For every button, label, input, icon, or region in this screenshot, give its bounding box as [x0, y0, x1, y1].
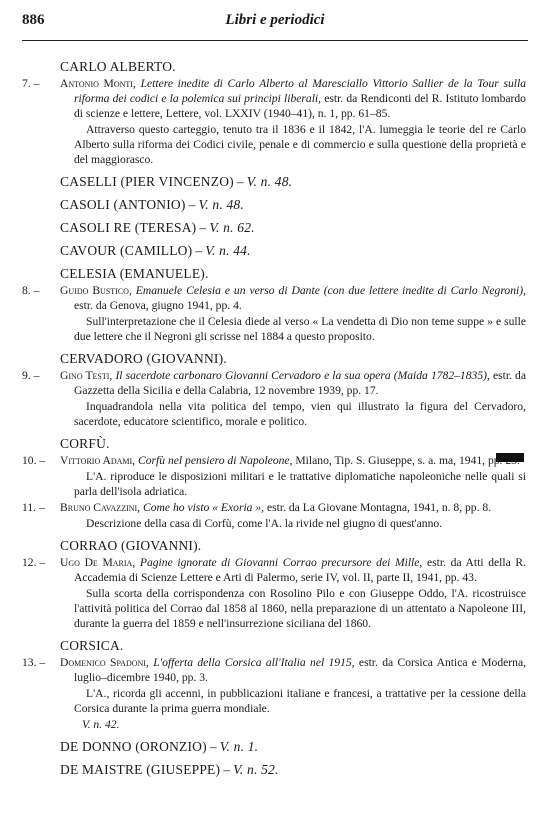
entry-author: Ugo De Maria, [60, 556, 136, 569]
section-heading [60, 265, 526, 282]
entry-publication: estr. da Corsica Antica e Moderna, luglio–dicembre 1940, pp. 3. [74, 656, 527, 684]
entry-number: 13. – [22, 656, 46, 669]
entry-cross-reference: V. n. 42. [82, 718, 120, 731]
heading-text: CASOLI RE (TERESA) [60, 220, 197, 235]
section-heading [60, 350, 526, 367]
citation-body [60, 283, 526, 313]
bibliography-list [22, 58, 526, 778]
entry-number: 7. – [22, 77, 40, 90]
entry-author: Guido Bustico, [60, 284, 132, 297]
citation-body [60, 655, 526, 685]
section-heading [60, 537, 526, 554]
entry-author: Domenico Spadoni, [60, 656, 149, 669]
entry-abstract: Inquadrandola nella vita politica del tempo, vien qui illustrato la figura del Cervadoro, sacerdote, educatore scientifico, morale e politico. [74, 400, 526, 428]
bibliography-entry [22, 368, 526, 398]
section-heading [60, 219, 526, 236]
citation-body [60, 555, 526, 585]
cross-reference: V. n. 44. [205, 243, 251, 258]
citation-body [60, 368, 526, 398]
entry-abstract: L'A. riproduce le disposizioni militari e le trattative diplomatiche napoleoniche nelle quali si parla dell'isola adriatica. [74, 470, 526, 498]
section-heading [60, 738, 526, 755]
bibliography-entry [22, 283, 526, 313]
running-title: Libri e periodici [225, 12, 325, 28]
entry-number: 11. – [22, 501, 45, 514]
entry-title: Lettere inedite di Carlo Alberto al Maresciallo Vittorio Sallier de la Tour sulla riforma dei codici e la polemica sui principi liberali, [74, 77, 526, 105]
heading-text: CERVADORO (GIOVANNI). [60, 351, 227, 366]
entry-title: Il sacerdote carbonaro Giovanni Cervadoro e la sua opera (Maida 1782–1835), [115, 369, 490, 382]
citation [60, 368, 526, 398]
citation-body [60, 453, 526, 468]
heading-text: CASELLI (PIER VINCENZO) [60, 174, 234, 189]
entry-publication: estr. da Gazzetta della Sicilia e della Calabria, 12 novembre 1939, pp. 17. [74, 369, 526, 397]
citation [60, 453, 526, 468]
heading-text: CASOLI (ANTONIO) [60, 197, 186, 212]
section-heading [60, 58, 526, 75]
citation [60, 555, 526, 585]
cross-reference: V. n. 48. [198, 197, 244, 212]
heading-dash: – [188, 197, 196, 212]
section-heading [60, 637, 526, 654]
entry-abstract: Attraverso questo carteggio, tenuto tra il 1836 e il 1842, l'A. lumeggia le teorie del re Carlo Alberto sulla riforma dei Codici civile, penale e di commercio e sulla questione della proprietà e del maggiorasco. [74, 123, 526, 166]
section-heading [60, 173, 526, 190]
section-heading [60, 761, 526, 778]
page-header [22, 6, 528, 36]
citation [60, 76, 526, 121]
bibliography-entry [22, 453, 526, 468]
entry-publication: Milano, Tip. S. Giuseppe, s. a. ma, 1941, pp. 23. [295, 454, 520, 467]
section-heading [60, 242, 526, 259]
cross-reference: V. n. 52. [233, 762, 279, 777]
heading-text: CORRAO (GIOVANNI). [60, 538, 202, 553]
bibliography-entry [22, 655, 526, 685]
entry-abstract: Descrizione della casa di Corfù, come l'A. la rivide nel giugno di quest'anno. [86, 517, 443, 530]
heading-dash: – [199, 220, 207, 235]
entry-author: Antonio Monti, [60, 77, 136, 90]
entry-title: L'offerta della Corsica all'Italia nel 1915, [153, 656, 355, 669]
cross-reference: V. n. 1. [219, 739, 259, 754]
entry-publication: estr. da Genova, giugno 1941, pp. 4. [74, 299, 242, 312]
section-heading [60, 435, 526, 452]
heading-text: DE MAISTRE (GIUSEPPE) [60, 762, 221, 777]
heading-dash: – [223, 762, 231, 777]
entry-author: Vittorio Adami, [60, 454, 136, 467]
citation-body [60, 76, 526, 121]
entry-number: 9. – [22, 369, 40, 382]
heading-text: CELESIA (EMANUELE). [60, 266, 209, 281]
bibliography-entry [22, 76, 526, 121]
entry-publication: estr. da La Giovane Montagna, 1941, n. 8, pp. 8. [266, 501, 492, 514]
entry-number: 8. – [22, 284, 40, 297]
citation-body [60, 500, 526, 515]
heading-text: CARLO ALBERTO. [60, 59, 176, 74]
entry-number: 12. – [22, 556, 46, 569]
entry-title: Come ho visto « Exoria », [143, 501, 265, 514]
page-number: 886 [22, 12, 45, 28]
heading-text: CORFÙ. [60, 436, 110, 451]
entry-author: Bruno Cavazzini, [60, 501, 141, 514]
entry-title: Corfù nel pensiero di Napoleone, [138, 454, 293, 467]
header-rule [22, 40, 528, 41]
bibliography-entry [22, 555, 526, 585]
entry-title: Emanuele Celesia e un verso di Dante (con due lettere inedite di Carlo Negroni), [135, 284, 526, 297]
entry-author: Gino Testi, [60, 369, 113, 382]
entry-number: 10. – [22, 454, 46, 467]
entry-abstract: L'A., ricorda gli accenni, in pubblicazioni italiane e francesi, a trattative per la cessione della Corsica durante la prima guerra mondiale. [74, 687, 526, 715]
entry-publication: estr. da Rendiconti del R. Istituto lombardo di scienze e lettere, Lettere, vol. LXXIV (1940–41), n. 1, pp. 61–85. [74, 92, 526, 120]
entry-title: Pagine ignorate di Giovanni Corrao precursore dei Mille, [139, 556, 423, 569]
cross-reference: V. n. 62. [209, 220, 255, 235]
entry-publication: estr. da Atti della R. Accademia di Scienze Lettere e Arti di Palermo, serie IV, vol. II, parte II, 1941, pp. 43. [74, 556, 526, 584]
cross-reference: V. n. 48. [246, 174, 293, 189]
heading-text: CAVOUR (CAMILLO) [60, 243, 193, 258]
heading-text: CORSICA. [60, 638, 124, 653]
heading-dash: – [195, 243, 203, 258]
heading-text: DE DONNO (ORONZIO) [60, 739, 207, 754]
citation [60, 500, 526, 515]
heading-dash: – [236, 174, 244, 189]
heading-dash: – [209, 739, 217, 754]
bibliography-entry [22, 500, 526, 515]
citation [60, 283, 526, 313]
entry-abstract: Sulla scorta della corrispondenza con Rosolino Pilo e con Giuseppe Oddo, l'A. ricostruisce l'attività politica del Corrao dal 1858 al 1860, nella preparazione di un attentato a Napoleone III, durante la guerra del 1859 e nell'insurrezione siciliana del 1860. [74, 587, 526, 630]
section-heading [60, 196, 526, 213]
citation [60, 655, 526, 685]
entry-abstract: Sull'interpretazione che il Celesia diede al verso « La vendetta di Dio non teme suppe » e sulle due lettere che il Negroni gli scrisse nel 1884 a questo proposito. [74, 315, 526, 343]
